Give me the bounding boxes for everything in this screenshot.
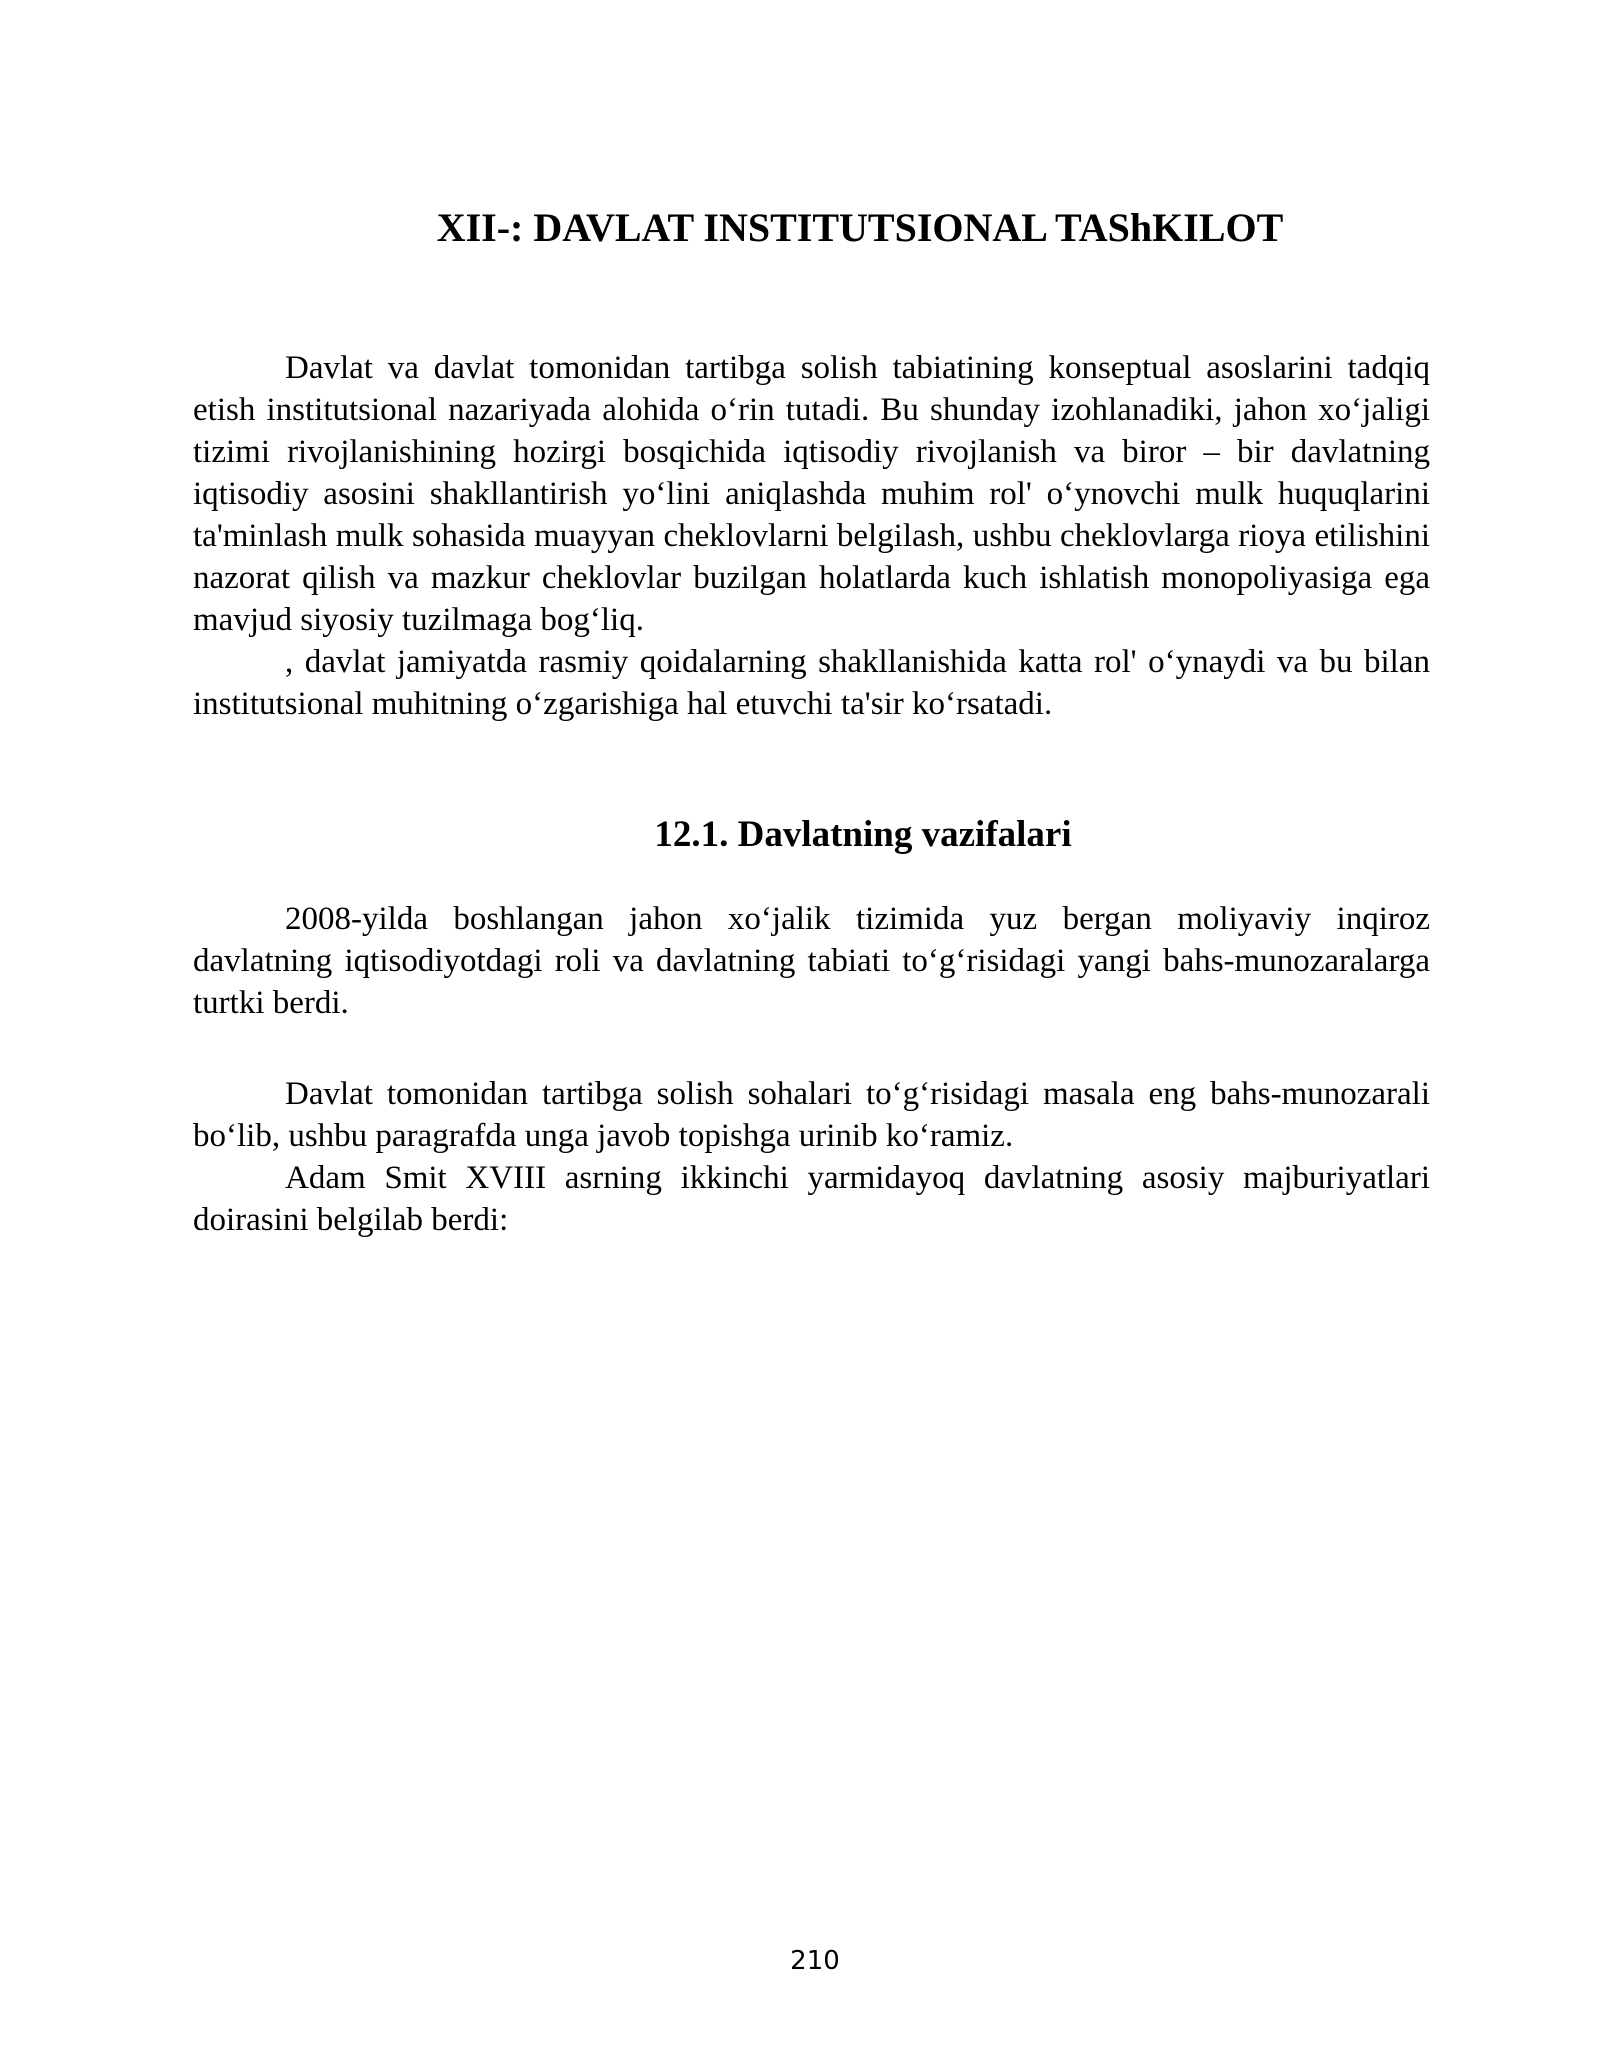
- intro-paragraph: , davlat jamiyatda rasmiy qoidalarning shakllanishida katta rol' o‘ynaydi va bu bilan institutsional muhitning o‘zgarishiga hal etuvchi ta'sir ko‘rsatadi.: [193, 644, 1430, 722]
- intro-text-block: [193, 347, 1430, 725]
- section-title: 12.1. Davlatning vazifalari: [654, 814, 1072, 855]
- section-paragraph: 2008-yilda boshlangan jahon xo‘jalik tizimida yuz bergan moliyaviy inqiroz davlatning iqtisodiyotdagi roli va davlatning tabiati to‘g‘risidagi yangi bahs-munozaralarga turtki berdi.: [193, 901, 1430, 1021]
- regulation-paragraph: Adam Smit XVIII asrning ikkinchi yarmidayoq davlatning asosiy majburiyatlari doirasini belgilab berdi:: [193, 1160, 1430, 1238]
- regulation-text-block: [193, 1073, 1430, 1241]
- regulation-paragraph: Davlat tomonidan tartibga solish sohalari to‘g‘risidagi masala eng bahs-munozarali bo‘lib, ushbu paragrafda unga javob topishga urinib ko‘ramiz.: [193, 1076, 1430, 1154]
- intro-paragraph: Davlat va davlat tomonidan tartibga solish tabiatining konseptual asoslarini tadqiq etish institutsional nazariyada alohida o‘rin tutadi. Bu shunday izohlanadiki, jahon xo‘jaligi tizimi rivojlanishining hozirgi bosqichida iqtisodiy rivojlanish va biror – bir davlatning iqtisodiy asosini shakllantirish yo‘lini aniqlashda muhim rol' o‘ynovchi mulk huquqlarini ta'minlash mulk sohasida muayyan cheklovlarni belgilash, ushbu cheklovlarga rioya etilishini nazorat qilish va mazkur cheklovlar buzilgan holatlarda kuch ishlatish monopoliyasiga ega mavjud siyosiy tuzilmaga bog‘liq.: [193, 350, 1430, 638]
- chapter-title: XII-: DAVLAT INSTITUTSIONAL TAShKILOT: [436, 205, 1284, 250]
- section-text-block: [193, 898, 1430, 1024]
- page-number: 210: [790, 1946, 840, 1976]
